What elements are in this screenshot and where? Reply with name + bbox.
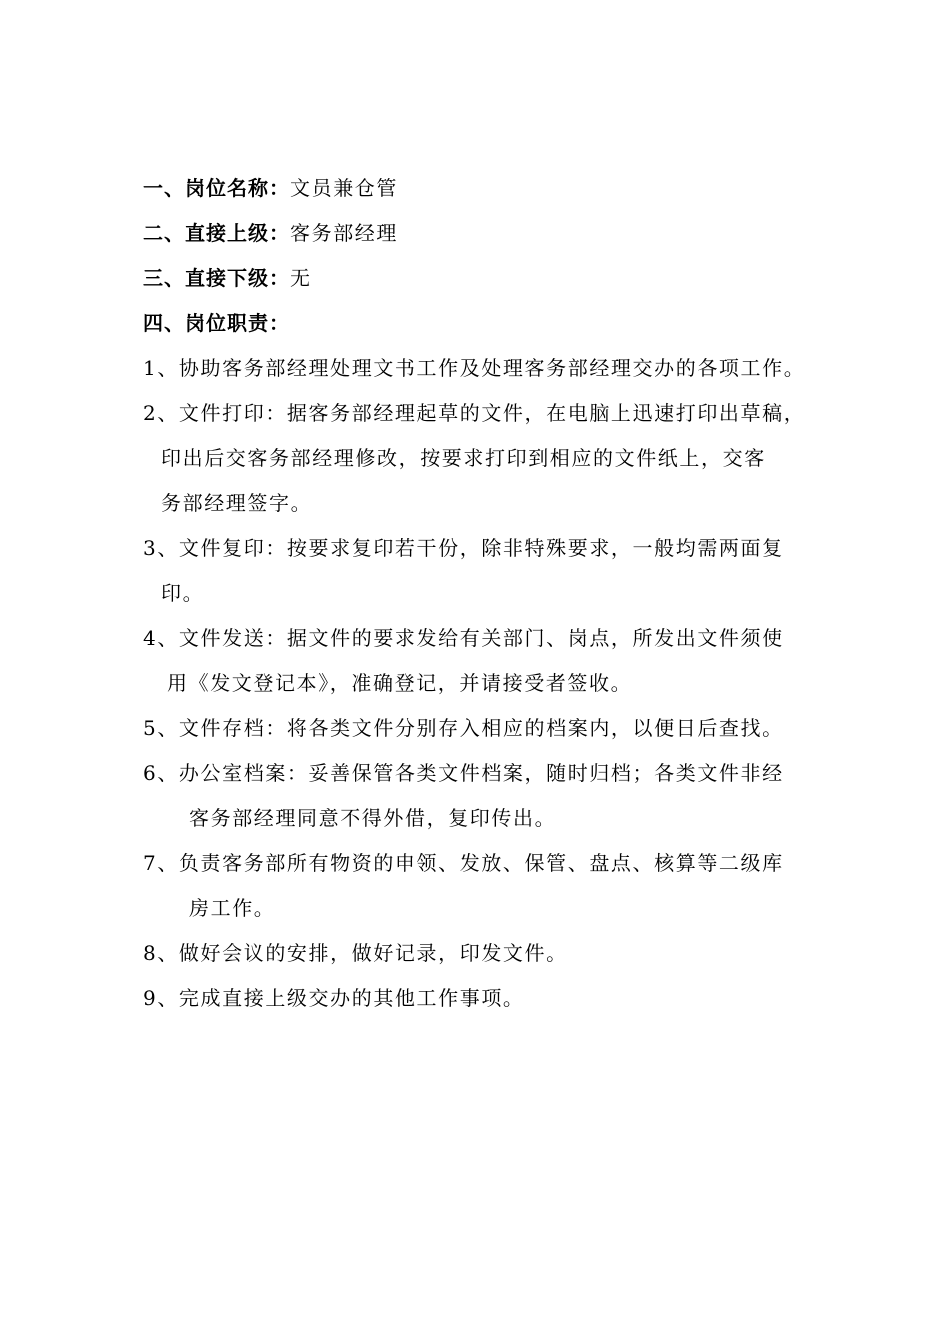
- duty-3-line-1: 3、文件复印：按要求复印若干份，除非特殊要求，一般均需两面复: [143, 536, 784, 560]
- duty-4-line-2: 用《发文登记本》，准确登记，并请接受者签收。: [167, 671, 633, 695]
- direct-subordinate-value: 无: [290, 266, 312, 290]
- direct-superior-label: 二、直接上级：: [143, 221, 290, 245]
- position-name-value: 文员兼仓管: [290, 176, 398, 200]
- direct-superior-value: 客务部经理: [290, 221, 398, 245]
- duty-4-line-1: 4、文件发送：据文件的要求发给有关部门、岗点，所发出文件须使: [143, 626, 784, 650]
- duty-2-line-1: 2、文件打印：据客务部经理起草的文件，在电脑上迅速打印出草稿，: [143, 401, 806, 425]
- duty-6-line-2: 客务部经理同意不得外借，复印传出。: [189, 806, 557, 830]
- position-name-label: 一、岗位名称：: [143, 176, 290, 200]
- duty-7-line-1: 7、负责客务部所有物资的申领、发放、保管、盘点、核算等二级库: [143, 851, 784, 875]
- job-description: [143, 166, 833, 1021]
- duty-5-line-1: 5、文件存档：将各类文件分别存入相应的档案内，以便日后查找。: [143, 716, 784, 740]
- duties-heading: 四、岗位职责：: [143, 311, 290, 335]
- duty-2-line-2: 印出后交客务部经理修改，按要求打印到相应的文件纸上，交客: [161, 446, 766, 470]
- duty-7-line-2: 房工作。: [189, 896, 276, 920]
- duties-heading-row: [143, 301, 833, 346]
- duty-3-line-2: 印。: [161, 581, 205, 605]
- direct-superior-row: [143, 211, 833, 256]
- duty-2-line-3: 务部经理签字。: [161, 491, 313, 515]
- position-name-row: [143, 166, 833, 211]
- duty-6-line-1: 6、办公室档案：妥善保管各类文件档案，随时归档；各类文件非经: [143, 761, 784, 785]
- direct-subordinate-label: 三、直接下级：: [143, 266, 290, 290]
- duty-9-line-1: 9、完成直接上级交办的其他工作事项。: [143, 986, 525, 1010]
- duty-8-line-1: 8、做好会议的安排，做好记录，印发文件。: [143, 941, 568, 965]
- direct-subordinate-row: [143, 256, 833, 301]
- duty-1-line-1: 1、协助客务部经理处理文书工作及处理客务部经理交办的各项工作。: [143, 356, 806, 380]
